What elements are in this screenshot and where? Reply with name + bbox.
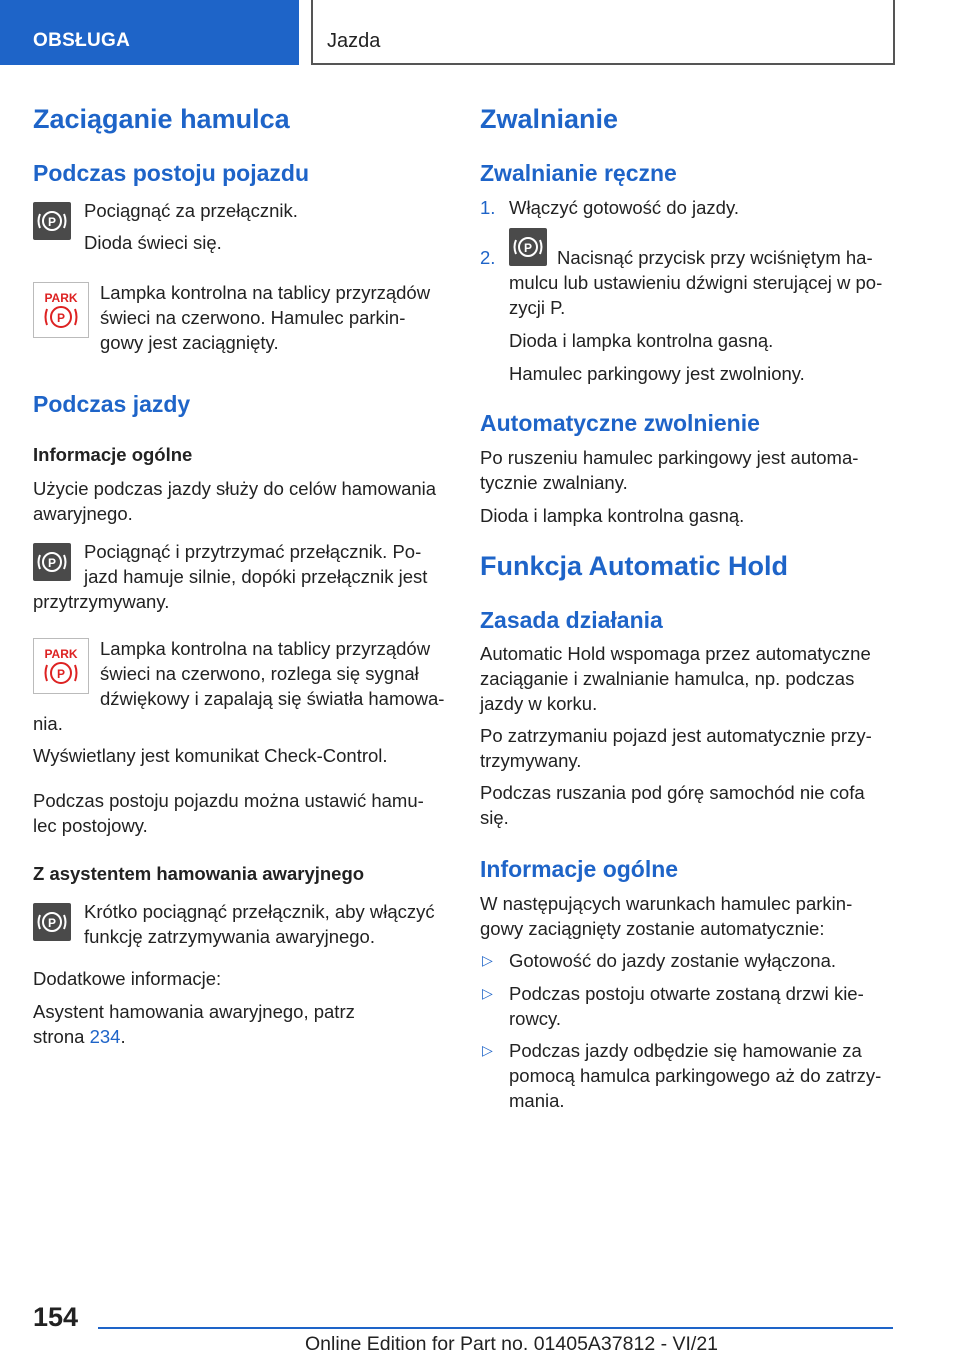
park-lamp-drive-text-3: dźwiękowy i zapalają się światła hamowa- xyxy=(100,688,445,709)
pull-hold-text-3: przytrzymywany. xyxy=(33,591,170,612)
step-number-2: 2. xyxy=(480,247,496,268)
step-2-text-1: Nacisnąć przycisk przy wciśniętym ha- xyxy=(557,247,873,268)
general-text-1: Użycie podczas jazdy służy do celów hamowania xyxy=(33,478,437,499)
section-title-auto-hold: Funkcja Automatic Hold xyxy=(480,551,789,581)
bullet-3-text-2: pomocą hamulca parkingowego aż do zatrzy- xyxy=(509,1065,882,1086)
assist-text-1: Krótko pociągnąć przełącznik, aby włączyć xyxy=(84,901,435,922)
principle-text-6: Podczas ruszania pod górę samochód nie cofa xyxy=(480,782,865,803)
pull-hold-text-1: Pociągnąć i przytrzymać przełącznik. Po- xyxy=(84,541,422,562)
auto-release-text-3: Dioda i lampka kontrolna gasną. xyxy=(480,505,745,526)
parking-brake-switch-icon xyxy=(33,543,71,581)
page-reference: strona 234. xyxy=(33,1026,126,1047)
subheading-emergency-assist: Z asystentem hamowania awaryjnego xyxy=(33,863,365,884)
park-lamp-drive-text-4: nia. xyxy=(33,713,63,734)
section-label: OBSŁUGA xyxy=(33,30,131,51)
principle-text-4: Po zatrzymaniu pojazd jest automatycznie przy- xyxy=(480,725,872,746)
parking-brake-switch-icon xyxy=(33,202,71,240)
step-2-text-4: Dioda i lampka kontrolna gasną. xyxy=(509,330,774,351)
section-title-apply-brake: Zaciąganie hamulca xyxy=(33,104,290,134)
bullet-triangle-icon: ▷ xyxy=(482,985,493,1001)
general-text-2: awaryjnego. xyxy=(33,503,133,524)
heading-standstill: Podczas postoju pojazdu xyxy=(33,160,310,186)
step-pull-switch: Pociągnąć za przełącznik. xyxy=(84,200,298,221)
park-lamp-text-2: świeci na czerwono. Hamulec parkin- xyxy=(100,307,406,328)
assist-text-2: funkcję zatrzymywania awaryjnego. xyxy=(84,926,375,947)
section-title-release: Zwalnianie xyxy=(480,104,619,134)
parking-brake-switch-icon xyxy=(509,228,547,266)
page-number: 154 xyxy=(33,1302,79,1332)
heading-while-driving: Podczas jazdy xyxy=(33,391,191,417)
auto-release-text-2: tycznie zwalniany. xyxy=(480,472,628,493)
bullet-1-text: Gotowość do jazdy zostanie wyłączona. xyxy=(509,950,837,971)
bullet-2-text-1: Podczas postoju otwarte zostaną drzwi kie- xyxy=(509,983,864,1004)
principle-text-5: trzymywany. xyxy=(480,750,582,771)
svg-text:P: P xyxy=(56,667,66,681)
footer-edition: Online Edition for Part no. 01405A37812 - VI/21 xyxy=(305,1333,719,1355)
chapter-header xyxy=(311,0,895,65)
svg-text:P: P xyxy=(47,916,57,930)
park-lamp-drive-text-1: Lampka kontrolna na tablicy przyrządów xyxy=(100,638,431,659)
page-link[interactable]: 234 xyxy=(89,1026,121,1047)
bullet-2-text-2: rowcy. xyxy=(509,1008,562,1029)
park-lamp-text-3: gowy jest zaciągnięty. xyxy=(100,332,279,353)
bullet-triangle-icon: ▷ xyxy=(482,1042,493,1058)
led-on-text: Dioda świeci się. xyxy=(84,232,222,253)
general-hold-text-2: gowy zaciągnięty zostanie automatycznie: xyxy=(480,918,825,939)
auto-release-text-1: Po ruszeniu hamulec parkingowy jest automa- xyxy=(480,447,859,468)
park-warning-lamp-icon xyxy=(33,282,89,338)
step-1-text: Włączyć gotowość do jazdy. xyxy=(509,197,739,218)
pull-hold-text-2: jazd hamuje silnie, dopóki przełącznik jest xyxy=(84,566,428,587)
section-tab xyxy=(0,0,299,65)
step-2-text-5: Hamulec parkingowy jest zwolniony. xyxy=(509,363,805,384)
general-hold-text-1: W następujących warunkach hamulec parkin- xyxy=(480,893,853,914)
principle-text-3: jazdy w korku. xyxy=(480,693,598,714)
heading-general-info-hold: Informacje ogólne xyxy=(480,856,679,882)
chapter-label: Jazda xyxy=(327,30,381,52)
check-control-text: Wyświetlany jest komunikat Check-Control. xyxy=(33,745,388,766)
principle-text-2: zaciąganie i zwalnianie hamulca, np. podczas xyxy=(480,668,855,689)
standstill-parking-text-2: lec postojowy. xyxy=(33,815,148,836)
footer-divider xyxy=(98,1327,893,1329)
svg-text:P: P xyxy=(47,556,57,570)
bullet-triangle-icon: ▷ xyxy=(482,952,493,968)
extra-info-text: Asystent hamowania awaryjnego, patrz xyxy=(33,1001,355,1022)
svg-text:PARK: PARK xyxy=(44,647,78,661)
principle-text-1: Automatic Hold wspomaga przez automatyczne xyxy=(480,643,871,664)
heading-manual-release: Zwalnianie ręczne xyxy=(480,160,677,186)
bullet-3-text-3: mania. xyxy=(509,1090,565,1111)
principle-text-7: się. xyxy=(480,807,509,828)
subheading-general-info: Informacje ogólne xyxy=(33,444,193,465)
parking-brake-switch-icon xyxy=(33,903,71,941)
standstill-parking-text-1: Podczas postoju pojazdu można ustawić hamu- xyxy=(33,790,424,811)
svg-text:P: P xyxy=(47,215,57,229)
park-lamp-text-1: Lampka kontrolna na tablicy przyrządów xyxy=(100,282,431,303)
park-warning-lamp-icon xyxy=(33,638,89,694)
svg-text:P: P xyxy=(523,241,533,255)
step-number-1: 1. xyxy=(480,197,496,218)
heading-auto-release: Automatyczne zwolnienie xyxy=(480,410,760,436)
extra-info-label: Dodatkowe informacje: xyxy=(33,968,222,989)
park-lamp-drive-text-2: świeci na czerwono, rozlega się sygnał xyxy=(100,663,419,684)
step-2-text-2: mulcu lub ustawieniu dźwigni sterującej w po- xyxy=(509,272,883,293)
heading-principle: Zasada działania xyxy=(480,607,663,633)
svg-text:PARK: PARK xyxy=(44,291,78,305)
bullet-3-text-1: Podczas jazdy odbędzie się hamowanie za xyxy=(509,1040,862,1061)
svg-text:P: P xyxy=(56,311,66,325)
step-2-text-3: zycji P. xyxy=(509,297,566,318)
